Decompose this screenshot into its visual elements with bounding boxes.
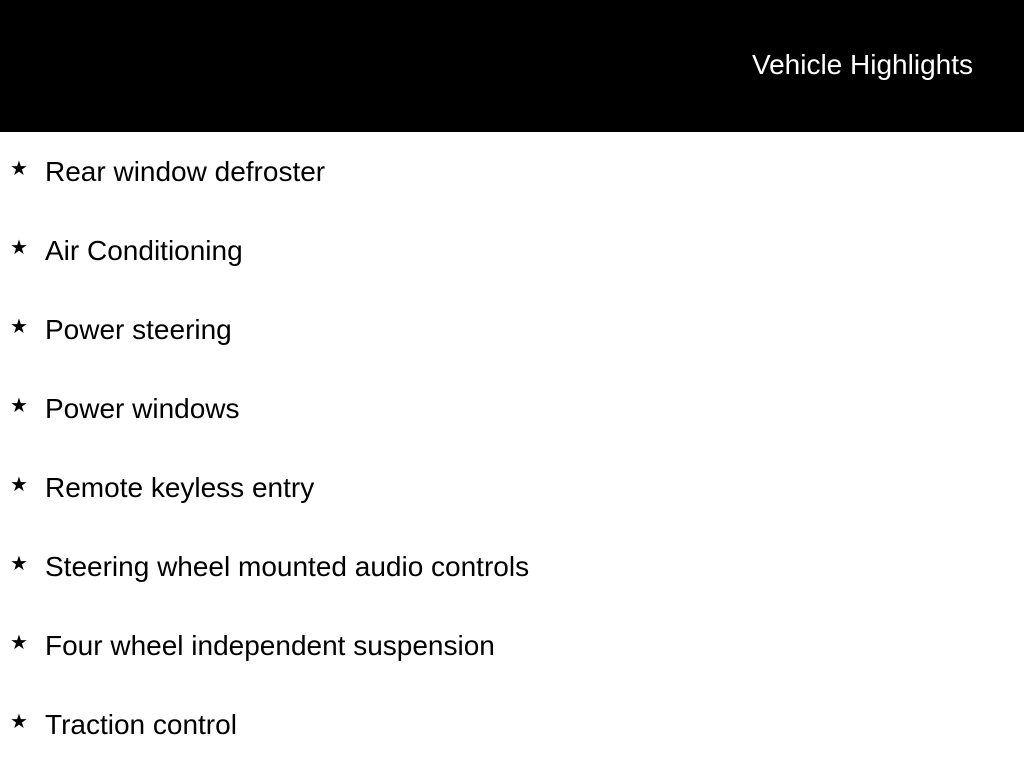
star-icon: ★ (10, 395, 28, 417)
list-item (0, 387, 1024, 466)
feature-label: Four wheel independent suspension (45, 630, 495, 661)
header-bar (0, 0, 1024, 132)
list-item (0, 150, 1024, 229)
feature-label: Power windows (45, 393, 240, 424)
star-icon: ★ (10, 711, 28, 733)
star-icon: ★ (10, 632, 28, 654)
star-icon: ★ (10, 158, 28, 180)
list-item (0, 466, 1024, 545)
list-item (0, 703, 1024, 782)
feature-label: Air Conditioning (45, 235, 243, 266)
star-icon: ★ (10, 237, 28, 259)
star-icon: ★ (10, 474, 28, 496)
star-icon: ★ (10, 553, 28, 575)
feature-list (0, 150, 1024, 782)
feature-label: Rear window defroster (45, 156, 326, 187)
feature-label: Remote keyless entry (45, 472, 315, 503)
feature-label: Power steering (45, 314, 232, 345)
feature-label: Traction control (45, 709, 237, 740)
star-icon: ★ (10, 316, 28, 338)
list-item (0, 624, 1024, 703)
list-item (0, 545, 1024, 624)
list-item (0, 308, 1024, 387)
list-item (0, 229, 1024, 308)
feature-label: Steering wheel mounted audio controls (45, 551, 530, 582)
page-title: Vehicle Highlights (751, 49, 973, 80)
